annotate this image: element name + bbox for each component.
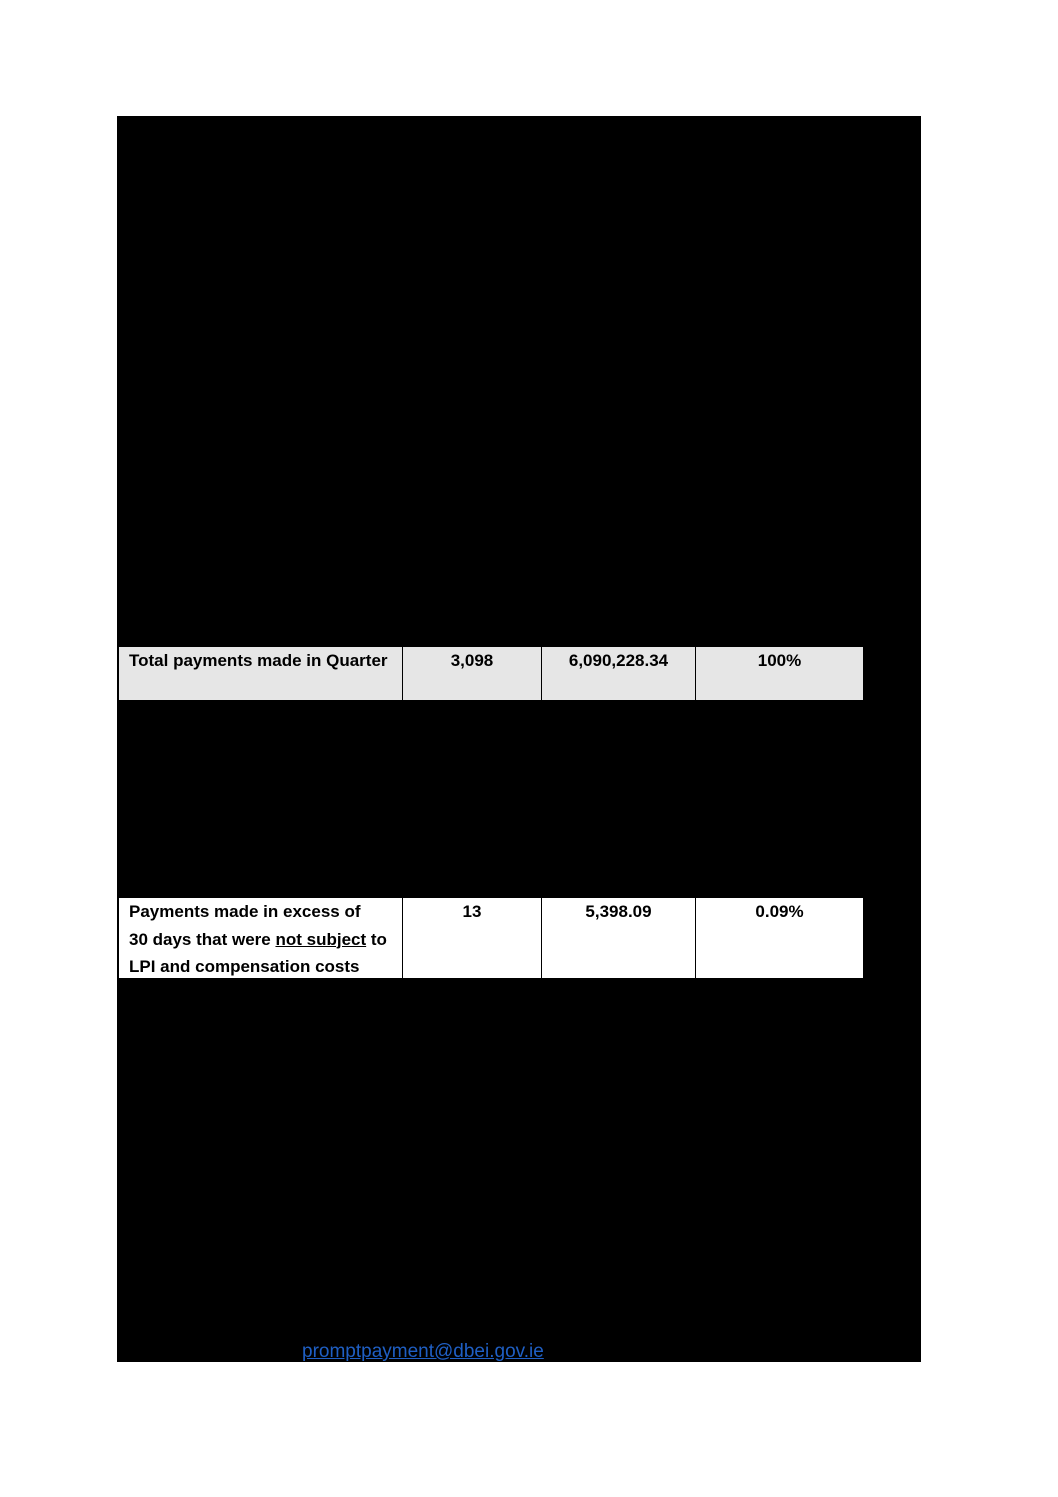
total-payments-count: 3,098 [403, 646, 542, 701]
excess-label-line1: Payments made in excess of [129, 902, 361, 921]
table-row-excess-payments [118, 897, 864, 979]
excess-label-line2 [129, 926, 396, 954]
excess-label-line2-post: to [366, 929, 387, 949]
excess-payments-count: 13 [403, 897, 542, 979]
total-payments-label: Total payments made in Quarter [118, 646, 403, 701]
excess-payments-amount: 5,398.09 [542, 897, 696, 979]
total-payments-amount: 6,090,228.34 [542, 646, 696, 701]
excess-label-line2-pre: 30 days that were [129, 929, 276, 949]
excess-payments-percent: 0.09% [696, 897, 864, 979]
total-payments-percent: 100% [696, 646, 864, 701]
excess-label-line3: LPI and compensation costs [129, 957, 360, 976]
contact-email-link[interactable]: promptpayment@dbei.gov.ie [302, 1341, 544, 1362]
excess-label-underlined: not subject [275, 929, 367, 949]
table-row-total-payments [118, 646, 864, 701]
excess-payments-label [118, 897, 403, 979]
redacted-area [117, 116, 921, 1362]
